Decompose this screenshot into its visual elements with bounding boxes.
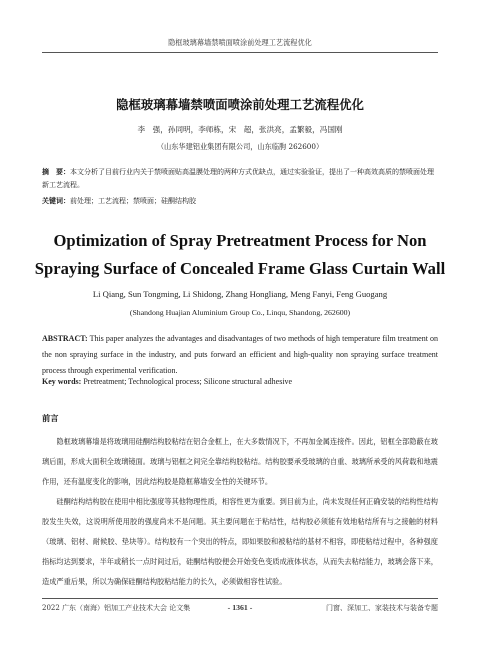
paragraph: 硅酮结构结构胶在使用中相比强度等其他物理性质，相容性更为重要。到目前为止，尚未发现任何正确安装的结构性结构胶发生失效，这说明所使用胶的强度尚未不是问题。其主要问题在于粘结性，结构胶必须能有效地粘结所有与之接触的材料（玻璃、铝材、耐候胶、垫块等）。结构胶有一个突出的特点，即如果胶和被粘结的基材不相容，即使粘结过程中，各种强度指标均达到要求，半年或稍长一点时间过后，硅酮结构胶便会开始变色变质成液体状态，从而失去粘结能力，玻璃会落下来，造成严重后果，所以为确保硅酮结构胶粘结能力的长久，必须做相容性试验。: [42, 497, 438, 586]
section-heading: 前言: [42, 413, 59, 423]
paragraph: 隐框玻璃幕墙是将玻璃用硅酮结构胶粘结在铝合金框上，在大多数情况下，不再加金属连接件。因此，铝框全部隐蔽在玻璃后面，形成大面积全玻璃镜面。玻璃与铝框之间完全靠结构胶粘结。结构胶要承受玻璃的自重、玻璃所承受的风荷载和地震作用，还有温度变化的影响，因此结构胶是隐框幕墙安全性的关键环节。: [42, 437, 438, 486]
abstract-cn-label: 摘 要：: [42, 168, 70, 176]
paper-title-en: Optimization of Spray Pretreatment Process for Non Spraying Surface of Concealed Frame Glass Curtain Wall: [34, 231, 446, 278]
keywords-cn-label: 关键词：: [42, 197, 70, 205]
authors-cn: 李 强，孙同明，李师栋，宋 超，张洪亮，孟繁毅，冯国刚: [137, 125, 343, 134]
page-footer: [42, 598, 438, 615]
paper-title-cn: 隐框玻璃幕墙禁喷面喷涂前处理工艺流程优化: [116, 97, 364, 112]
affiliation-en: (Shandong Huajian Aluminium Group Co., Linqu, Shandong, 262600): [129, 308, 351, 317]
body-text: [42, 432, 438, 592]
abstract-en: [42, 331, 438, 379]
running-header: 隐框玻璃幕墙禁喷面喷涂前处理工艺流程优化: [42, 38, 438, 53]
authors-en: Li Qiang, Sun Tongming, Li Shidong, Zhang Hongliang, Meng Fanyi, Feng Guogang: [92, 289, 388, 299]
keywords-en-label: Key words:: [42, 377, 82, 386]
keywords-cn: [42, 196, 438, 206]
abstract-cn: [42, 166, 438, 192]
abstract-en-label: ABSTRACT:: [42, 334, 88, 343]
keywords-cn-text: 前处理；工艺流程；禁喷面；硅酮结构胶: [70, 197, 196, 205]
affiliation-cn: （山东华建铝业集团有限公司，山东临朐 262600）: [156, 142, 324, 151]
footer-proceedings: 2022 广东（南海）铝加工产业技术大会 论文集: [42, 604, 191, 612]
keywords-en: [42, 377, 438, 386]
footer-section: 门窗、深加工、家装技术与装备专题: [326, 604, 438, 612]
keywords-en-text: Pretreatment; Technological process; Silicone structural adhesive: [83, 377, 293, 386]
abstract-cn-text: 本文分析了目前行业内关于禁喷面贴高温膜处理的两种方式优缺点，通过实验验证，提出了一种高效高质的禁喷面处理新工艺流程。: [42, 168, 434, 189]
page-number: - 1361 -: [227, 603, 253, 612]
abstract-en-text: This paper analyzes the advantages and disadvantages of two methods of high temperature film treatment on the non spraying surface in the industry, and puts forward an efficient and high-quality non spraying surface treatment process through experimental verification.: [42, 334, 439, 375]
